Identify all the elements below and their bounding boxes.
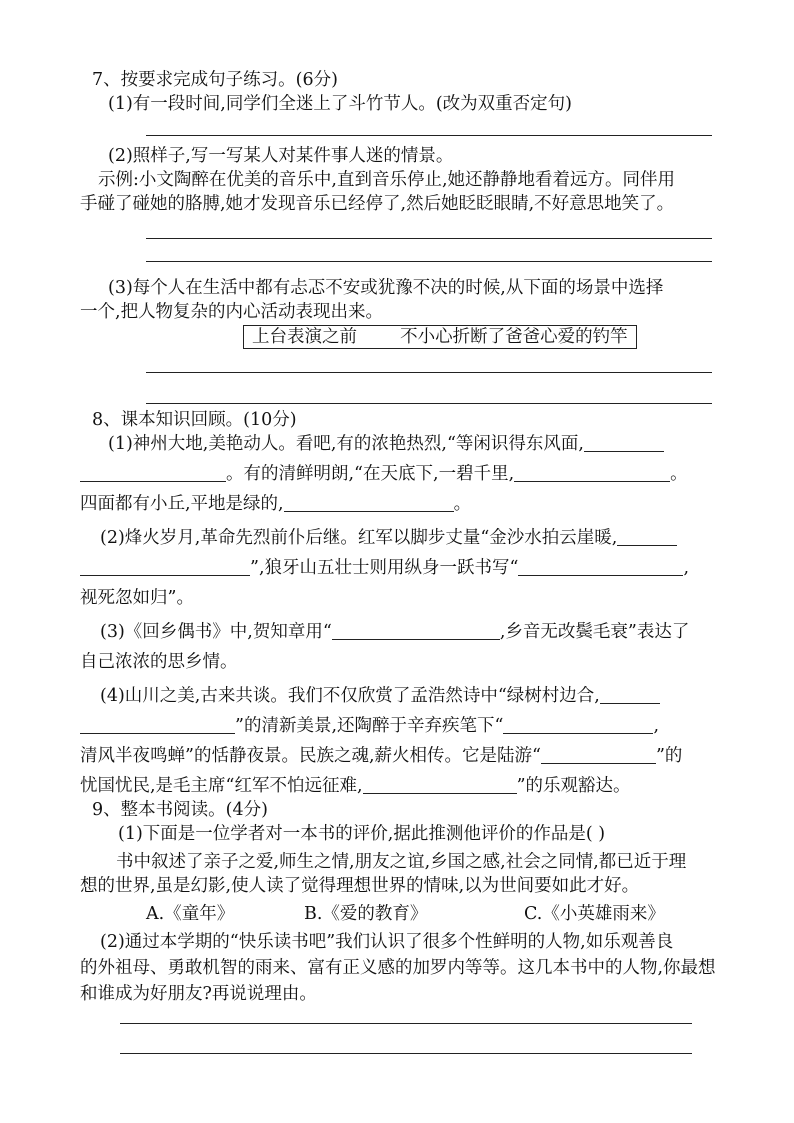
q8-part1-line2: 。有的清鲜明朗,“在天底下,一碧千里, 。 xyxy=(80,462,688,486)
blank-8-4-c[interactable] xyxy=(503,715,653,734)
blank-8-2-b[interactable] xyxy=(80,557,250,576)
q8-part4-line2: ”的清新美景,还陶醉于辛弃疾笔下“ , xyxy=(80,714,659,738)
q9-answer-line-1[interactable] xyxy=(120,1023,692,1024)
q7-part2-answer-line-1[interactable] xyxy=(146,238,712,239)
q7-part2-answer-line-2[interactable] xyxy=(146,261,712,262)
q9-quote-line1: 书中叙述了亲子之爱,师生之情,朋友之谊,乡国之感,社会之同情,都已近于理 xyxy=(116,852,687,872)
blank-8-1-d[interactable] xyxy=(284,493,454,512)
blank-8-3-a[interactable] xyxy=(332,621,500,640)
q9-title: 9、整本书阅读。(4分) xyxy=(92,800,268,820)
q9-quote-line2: 想的世界,虽是幻影,使人读了觉得理想世界的情味,以为世间要如此才好。 xyxy=(80,876,640,896)
q7-part3-answer-line-1[interactable] xyxy=(146,372,712,373)
q7-example-line1: 示例:小文陶醉在优美的音乐中,直到音乐停止,她还静静地看着远方。同伴用 xyxy=(98,170,676,190)
blank-8-1-b[interactable] xyxy=(80,463,226,482)
q7-part3-line1: (3)每个人在生活中都有忐忑不安或犹豫不决的时候,从下面的场景中选择 xyxy=(108,278,664,298)
q9-part2-line2: 的外祖母、勇敢机智的雨来、富有正义感的加罗内等等。这几本书中的人物,你最想 xyxy=(80,958,716,978)
blank-8-4-a[interactable] xyxy=(600,685,660,704)
q8-part4-line3: 清风半夜鸣蝉”的恬静夜景。民族之魂,薪火相传。它是陆游“ ”的 xyxy=(80,746,683,766)
q7-part1: (1)有一段时间,同学们全迷上了斗竹节人。(改为双重否定句) xyxy=(108,94,573,114)
q8-part2-line2: ”,狼牙山五壮士则用纵身一跃书写“ , xyxy=(80,556,689,580)
q8-part4-line4: 忧国忧民,是毛主席“红军不怕远征难, ”的乐观豁达。 xyxy=(80,776,631,796)
q9-part2-line3: 和谁成为好朋友?再说说理由。 xyxy=(80,984,317,1004)
blank-8-1-a[interactable] xyxy=(584,433,664,452)
q9-part1: (1)下面是一位学者对一本书的评价,据此推测他评价的作品是( ) xyxy=(118,824,606,844)
q7-scene-box xyxy=(243,325,637,349)
blank-8-4-d[interactable] xyxy=(541,745,656,764)
q8-title: 8、课本知识回顾。(10分) xyxy=(92,410,297,430)
q8-part2-line3: 视死忽如归”。 xyxy=(80,588,194,608)
q8-part4-line1: (4)山川之美,古来共谈。我们不仅欣赏了孟浩然诗中“绿树村边合, xyxy=(100,684,660,708)
q8-part3-line1: (3)《回乡偶书》中,贺知章用“ ,乡音无改鬓毛衰”表达了 xyxy=(100,622,690,642)
q7-part3-line2: 一个,把人物复杂的内心活动表现出来。 xyxy=(80,302,384,322)
q8-part1-line3: 四面都有小丘,平地是绿的, 。 xyxy=(80,494,472,514)
q9-option-a[interactable]: A.《童年》 xyxy=(146,904,235,924)
blank-8-2-a[interactable] xyxy=(617,527,677,546)
q7-title: 7、按要求完成句子练习。(6分) xyxy=(92,70,338,90)
q8-part3-line2: 自己浓浓的思乡情。 xyxy=(80,652,238,672)
scene-option-fishing-rod: 不小心折断了爸爸心爱的钓竿 xyxy=(400,327,628,347)
q9-option-c[interactable]: C.《小英雄雨来》 xyxy=(524,904,665,924)
q9-part2-line1: (2)通过本学期的“快乐读书吧”我们认识了很多个性鲜明的人物,如乐观善良 xyxy=(100,932,674,952)
q7-example-line2: 手碰了碰她的胳膊,她才发现音乐已经停了,然后她眨眨眼睛,不好意思地笑了。 xyxy=(80,194,675,214)
q9-answer-line-2[interactable] xyxy=(120,1053,692,1054)
blank-8-4-e[interactable] xyxy=(363,775,517,794)
blank-8-1-c[interactable] xyxy=(514,463,670,482)
blank-8-4-b[interactable] xyxy=(80,715,235,734)
scene-option-stage: 上台表演之前 xyxy=(252,327,357,347)
blank-8-2-c[interactable] xyxy=(518,557,683,576)
q8-part1-line1: (1)神州大地,美艳动人。看吧,有的浓艳热烈,“等闲识得东风面, xyxy=(108,432,664,456)
q8-part2-line1: (2)烽火岁月,革命先烈前仆后继。红军以脚步丈量“金沙水拍云崖暖, xyxy=(100,526,677,550)
q7-part3-answer-line-2[interactable] xyxy=(146,403,712,404)
q9-option-b[interactable]: B.《爱的教育》 xyxy=(304,904,428,924)
q7-part2: (2)照样子,写一写某人对某件事人迷的情景。 xyxy=(108,146,454,166)
q7-part1-answer-line[interactable] xyxy=(146,135,712,136)
